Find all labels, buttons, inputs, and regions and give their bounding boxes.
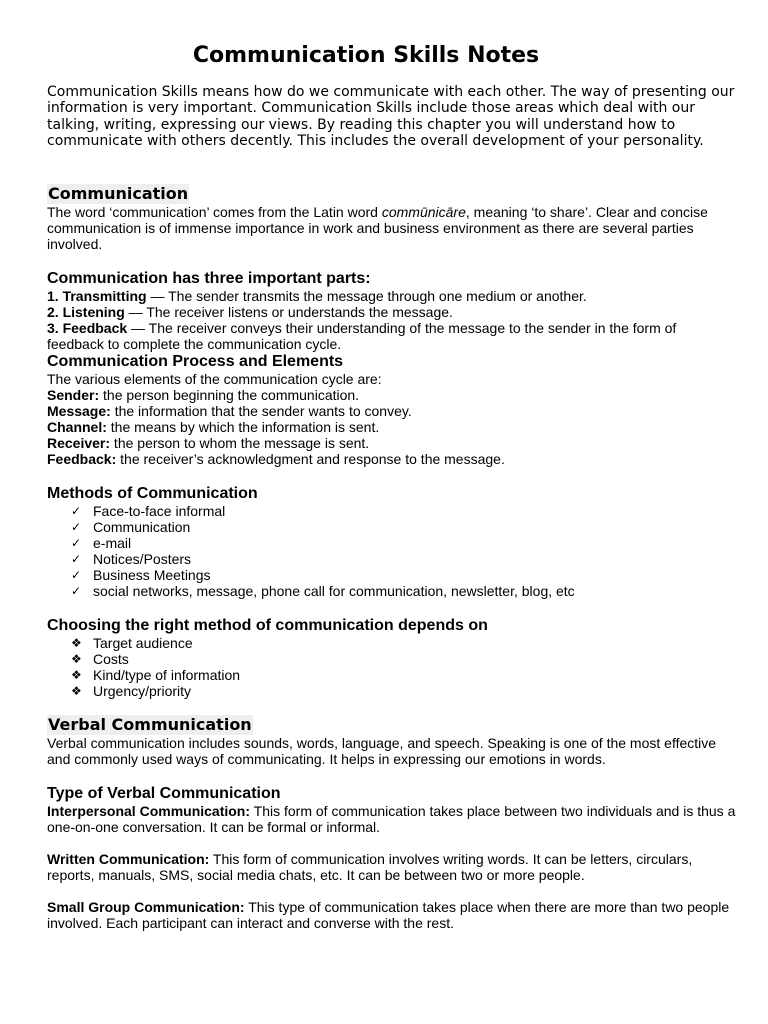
verbal-paragraph: Verbal communication includes sounds, words, language, and speech. Speaking is one of the most effective and commonly used ways of communicating. It helps in expressing our emotions in words. [47, 735, 717, 767]
list-item [71, 683, 737, 699]
list-item [47, 435, 737, 451]
item-text: This form of communication involves writing words. It can be letters, circulars, reports, manuals, SMS, social media chats, etc. It can be between two or more people. [47, 851, 693, 883]
list-item [71, 667, 737, 683]
item-label: Sender: [47, 387, 100, 403]
diamond-bullet-icon: ❖ [71, 636, 82, 650]
item-label: Message: [47, 403, 111, 419]
diamond-bullet-icon: ❖ [71, 652, 82, 666]
list-item [71, 535, 737, 551]
diamond-bullet-icon: ❖ [71, 668, 82, 682]
item-text: e-mail [93, 535, 132, 551]
section-methods [47, 484, 737, 599]
list-item [47, 304, 737, 320]
item-text: social networks, message, phone call for communication, newsletter, blog, etc [93, 583, 575, 599]
list-item [71, 551, 737, 567]
item-text: Business Meetings [93, 567, 211, 583]
list-item [47, 899, 737, 931]
section-heading: Choosing the right method of communication depends on [47, 617, 488, 634]
diamond-bullet-icon: ❖ [71, 684, 82, 698]
process-list [47, 371, 737, 467]
text: The word ‘communication’ comes from the Latin word [47, 204, 382, 220]
item-label: 2. Listening [47, 304, 125, 320]
list-item [47, 288, 737, 304]
item-label: Small Group Communication: [47, 899, 245, 915]
list-item [47, 851, 737, 883]
item-label: Feedback: [47, 451, 117, 467]
checkmark-icon: ✓ [71, 536, 82, 550]
list-item [47, 803, 737, 835]
list-item [47, 387, 737, 403]
list-item [47, 451, 737, 467]
item-text: the means by which the information is sent. [106, 419, 380, 435]
choosing-list [47, 635, 737, 699]
section-heading: Communication has three important parts: [47, 270, 371, 287]
process-intro: The various elements of the communication cycle are: [47, 371, 382, 387]
item-text: — The receiver conveys their understanding of the message to the sender in the form of feedback to complete the communication cycle. [47, 320, 677, 352]
checkmark-icon: ✓ [71, 552, 82, 566]
item-text: Face-to-face informal [93, 503, 226, 519]
checkmark-icon: ✓ [71, 584, 82, 598]
item-text: Urgency/priority [93, 683, 192, 699]
spacer [47, 883, 737, 899]
section-verbal [47, 715, 737, 767]
item-label: 3. Feedback [47, 320, 128, 336]
item-label: Receiver: [47, 435, 111, 451]
communication-paragraph [47, 204, 737, 252]
checkmark-icon: ✓ [71, 504, 82, 518]
latin-word: commūnicāre [381, 204, 466, 220]
item-text: Target audience [93, 635, 193, 651]
types-list [47, 803, 737, 931]
page-title: Communication Skills Notes [192, 43, 540, 68]
item-label: 1. Transmitting [47, 288, 147, 304]
list-item [71, 635, 737, 651]
item-text: the information that the sender wants to convey. [110, 403, 412, 419]
item-label: Interpersonal Communication: [47, 803, 251, 819]
section-heading: Communication [48, 184, 189, 203]
list-item [71, 651, 737, 667]
item-text: — The sender transmits the message through one medium or another. [146, 288, 587, 304]
section-three-parts [47, 269, 737, 352]
section-communication [47, 184, 737, 252]
parts-list [47, 288, 737, 352]
list-item [71, 583, 737, 599]
item-text: Costs [93, 651, 129, 667]
checkmark-icon: ✓ [71, 568, 82, 582]
item-text: Communication [93, 519, 191, 535]
item-label: Written Communication: [47, 851, 210, 867]
methods-list [47, 503, 737, 599]
item-text: — The receiver listens or understands the message. [124, 304, 453, 320]
list-item [71, 503, 737, 519]
item-text: Kind/type of information [93, 667, 241, 683]
list-item [47, 320, 737, 352]
item-text: Notices/Posters [93, 551, 192, 567]
list-item [47, 419, 737, 435]
intro-paragraph: Communication Skills means how do we communicate with each other. The way of presenting our information is very important. Communication Skills include those areas which deal with our talking, writing, expressing our views. By reading this chapter you will understand how to communicate with others decently. This includes the overall development of your personality. [47, 84, 735, 150]
item-text: the receiver’s acknowledgment and response to the message. [116, 451, 505, 467]
section-process [47, 352, 737, 467]
section-choosing [47, 616, 737, 699]
spacer [47, 835, 737, 851]
item-text: This type of communication takes place when there are more than two people involved. Each participant can interact and converse with the rest. [47, 899, 730, 931]
section-types [47, 784, 737, 931]
text: , meaning ‘to share’. Clear and concise communication is of immense importance in work and business environment as there are several parties involved. [47, 204, 708, 252]
section-heading: Methods of Communication [47, 485, 258, 502]
item-text: the person to whom the message is sent. [110, 435, 370, 451]
item-text: This form of communication takes place between two individuals and is thus a one-on-one conversation. It can be formal or informal. [47, 803, 736, 835]
list-item [47, 403, 737, 419]
item-label: Channel: [47, 419, 107, 435]
section-heading: Communication Process and Elements [47, 353, 344, 370]
list-item [71, 519, 737, 535]
list-item [71, 567, 737, 583]
section-heading: Verbal Communication [48, 715, 252, 734]
checkmark-icon: ✓ [71, 520, 82, 534]
item-text: the person beginning the communication. [99, 387, 360, 403]
section-heading: Type of Verbal Communication [47, 785, 281, 802]
